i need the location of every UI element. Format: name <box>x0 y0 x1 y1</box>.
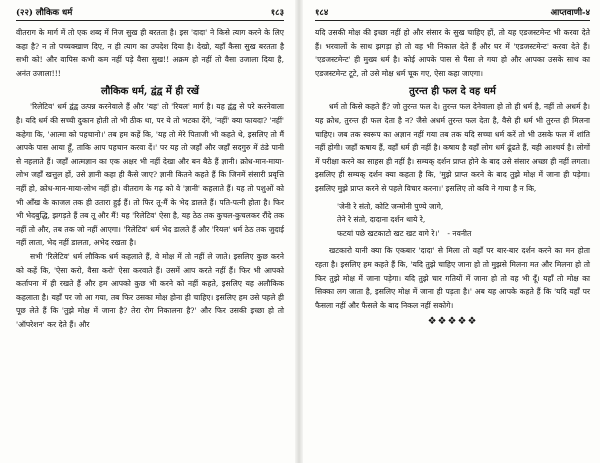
poem-line: 'जेनी रे संतो, कोटि जन्मोनी पुण्ये जागे, <box>337 201 444 211</box>
chapter-title: (२२) लौकिक धर्म <box>16 7 73 18</box>
left-page-header <box>16 6 284 18</box>
left-page <box>0 0 292 463</box>
section-heading: लौकिक धर्म, द्वंद्व में ही रखें <box>101 86 199 98</box>
right-page <box>305 0 600 463</box>
header-rule <box>315 20 590 21</box>
book-title: आप्तवाणी-४ <box>550 7 590 18</box>
body-paragraph: खटकारो यानी क्या कि एकबार 'दादा' से मिला तो वहाँ पर बार-बार दर्शन करने का मन होता रहता है। इसलिए हम कहते हैं कि, 'यदि तुझे चाहिए जाना हो तो मुझसे मिलना मत और मिलना हो तो फिर तुझे मोक्ष में जाना पड़ेगा। यदि तुझे चार गतियों में जाना हो तो वह भी दूँ। यहाँ तो मोक्ष का सिक्का लग जाता है, इसलिए मोक्ष में जाना ही पड़ता है।' अब यह आपके कहते हैं कि 'यदि यहाँ पर फैसला नहीं और फैसले के बाद निकल नहीं सकोगे। <box>315 246 590 310</box>
section-end-ornament: ❖❖❖❖❖ <box>427 316 478 328</box>
header-rule <box>16 20 284 21</box>
intro-paragraph: वीतराग के मार्ग में तो एक शब्द में निज सुख ही बरतता है। इस 'दादा' ने किसे त्याग करने के लिए कहा है? न तो पच्चक्खाण दिए, न ही त्याग का उपदेश दिया है। देखो, यहाँ कैसा सुख बरतता है सभी को! और वापिस कभी कम नहीं पड़े वैसा सुख!! अक्रम हो नहीं तो वैसा उजाला दिया है, अनंत उजाला!!! <box>16 28 284 78</box>
poem-block <box>315 200 590 241</box>
section-heading: तुरन्त ही फल दे वह धर्म <box>409 86 496 98</box>
poem-line-text: फटयां पछे खटकाटो खट खट वागे रे।' <box>337 228 440 238</box>
right-page-header <box>315 6 590 18</box>
page-number-left: १८३ <box>270 7 284 18</box>
poem-attribution: - नवनीत <box>447 228 472 238</box>
poem-line <box>337 227 590 241</box>
poem-line: तेने रे संतो, दादाना दर्शन थाये रे, <box>337 215 426 225</box>
body-paragraph: 'रिलेटिव' धर्म द्वंद्व उत्पन्न करनेवाले हैं और 'यह' तो 'रियल' मार्ग है। यह द्वंद्व से परे करनेवाला है। यदि धर्म की सच्ची दुकान होती तो भी ठीक था, पर ये तो भटका देंगे, 'नहीं' क्या फायदा? 'नहीं' कहेगा कि, 'आत्मा को पहचानो।' तब हम कहें कि, 'यह तो मेरे पिताजी भी कहते थे, इसलिए तो मैं आपके पास आया हूँ, ताकि आप पहचान करवा दें।' पर यह तो जहाँ और जहाँ सदगुरु में ठंडे पानी से नहलाते हैं। जहाँ आत्मज्ञान का एक अक्षर भी नहीं देखा और बन बैठे हैं ज्ञानी। क्रोध-मान-माया-लोभ जहाँ खत्तुल हों, उसे ज्ञानी कहा ही कैसे जाए? ज्ञानी कितने कहते हैं कि जिनमें संसारी प्रवृत्ति नहीं हो, क्रोध-मान-माया-लोभ नहीं हो। वीतराग के गढ़ को वे 'ज्ञानी' कहलाते हैं। यह तो पशुओं को भी आँख के काजल तक ही उतारा हुई हैं। तो फिर तू-मैं के भेद डालते हैं। पति-पत्नी होता है। फिर भी भेदबुद्धि, झगड़ते हैं तब तू और मैं! यह 'रिलेटिव' ऐसा है, यह ठेठ तक कुचल-कुचलकर रौंदे तक नहीं तो और, तब तक जो नहीं आएगा। 'रिलेटिव' धर्म भेद डालते हैं और 'रियल' धर्म ठेठ तक जुदाई नहीं लाता, भेद नहीं डालता, अभेद रखता है। <box>16 102 284 248</box>
page-number-right: १८४ <box>315 7 329 18</box>
body-paragraph: सभी 'रिलेटिव' धर्म लौकिक धर्म कहलाते हैं, वे मोक्ष में तो नहीं ले जाते। इसलिए कुछ करने को कहें कि, 'ऐसा करो, वैसा करो' ऐसा करवाते हैं। उसमें आप करते नहीं हैं। फिर भी आपको कर्तापना में ही रखते हैं और हम आपको कुछ भी करने को नहीं कहते, इसलिए यह अलौकिक कहलाता है। यहाँ पर जो आ गया, तब फिर उसका मोक्ष होना ही चाहिए। इसलिए हम उसे पहले ही पूछ लेते हैं कि 'तुझे मोक्ष में जाना है? तेरा रोग निकालना है?' और फिर उसकी इच्छा हो तो 'ऑपरेशन' कर देते हैं। और <box>16 251 284 329</box>
book-gutter <box>295 0 303 463</box>
body-paragraph: धर्म तो किसे कहते हैं? जो तुरन्त फल दे। तुरन्त फल देनेवाला हो तो ही धर्म है, नहीं तो अधर्म है। यह क्रोध, तुरन्त ही फल देता है न? जैसे अधर्म तुरन्त फल देता है, वैसे ही धर्म भी तुरन्त ही मिलना चाहिए। जब तक स्वरूप का अज्ञान नहीं गया तब तक यदि सच्चा धर्म करें तो भी उसके फल में शांति नहीं होगी। जहाँ कषाय हैं, वहाँ धर्म ही नहीं है। कषाय है वहाँ लोग धर्म ढूंढते हैं, यही आश्चर्य है। लोगों में परीक्षा करने का साहस ही नहीं है। सम्यक् दर्शन प्राप्त होने के बाद उसे संसार अच्छा ही नहीं लगता। इसलिए ही सम्यक् दर्शन क्या कहता है कि, 'मुझे प्राप्त करने के बाद तुझे मोक्ष में जाना ही पड़ेगा। इसलिए मुझे प्राप्त करने से पहले विचार करना।' इसलिए तो कवि ने गाया है न कि, <box>315 102 590 193</box>
intro-paragraph: यदि उसकी मोक्ष की इच्छा नहीं हो और संसार के सुख चाहिए हों, तो यह एडजस्टमेन्ट भी करवा देते हैं। भरवालों के साथ झगड़ा हो तो वह भी निकाल देते हैं और घर में 'एडजस्टमेन्ट' करवा देते हैं। 'एडजस्टमेन्ट' ही मुख्य धर्म है। कोई आपके पास से पैसा ले गया हो और आपका उसके साथ का एडजस्टमेन्ट टूटे, तो उसे मोक्ष धर्म चूक गए, ऐसा कहा जाएगा। <box>315 28 590 78</box>
